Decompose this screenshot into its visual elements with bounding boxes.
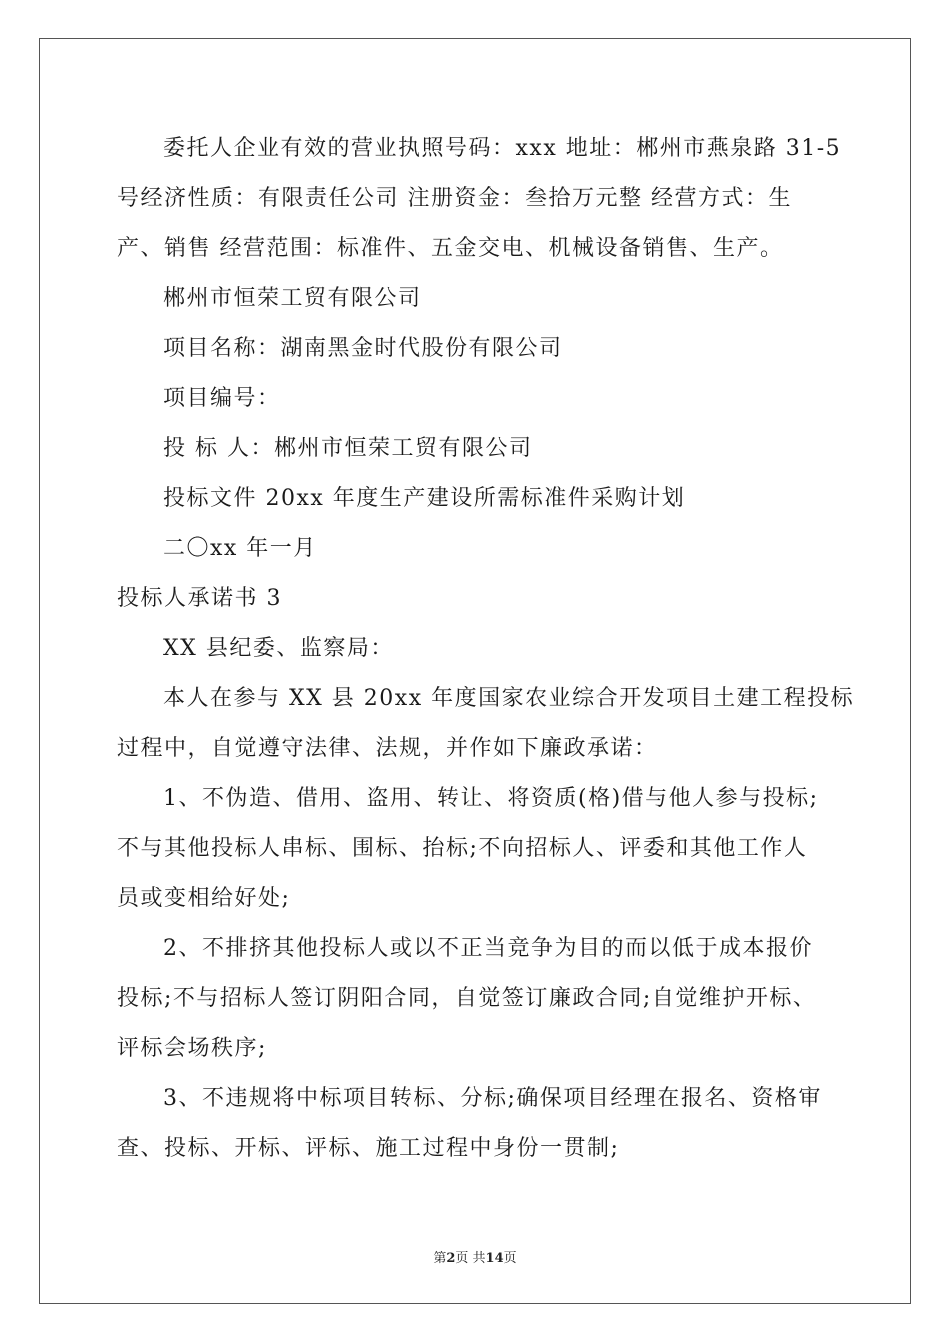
page-border (39, 38, 911, 1304)
paragraph-line: 员或变相给好处; (117, 886, 291, 911)
paragraph-line: 过程中，自觉遵守法律、法规，并作如下廉政承诺： (117, 736, 658, 761)
paragraph-line: 3、不违规将中标项目转标、分标;确保项目经理在报名、资格审 (163, 1086, 822, 1111)
paragraph-line: 评标会场秩序; (117, 1036, 267, 1061)
date-line: 二〇xx 年一月 (163, 536, 317, 561)
paragraph-line: 号经济性质：有限责任公司 注册资金：叁拾万元整 经营方式：生 (117, 186, 792, 211)
paragraph-line: 投标;不与招标人签订阴阳合同，自觉签订廉政合同;自觉维护开标、 (117, 986, 817, 1011)
project-number: 项目编号： (163, 386, 281, 411)
section-heading: 投标人承诺书 3 (117, 586, 282, 611)
bidder: 投 标 人：郴州市恒荣工贸有限公司 (163, 436, 533, 461)
paragraph-line: 查、投标、开标、评标、施工过程中身份一贯制; (117, 1136, 620, 1161)
total-page-number: 14 (485, 1251, 504, 1266)
paragraph-line: 2、不排挤其他投标人或以不正当竞争为目的而以低于成本报价 (163, 936, 813, 961)
paragraph-line: 产、销售 经营范围：标准件、五金交电、机械设备销售、生产。 (117, 236, 784, 261)
paragraph-line: 本人在参与 XX 县 20xx 年度国家农业综合开发项目土建工程投标 (163, 686, 855, 711)
project-name: 项目名称：湖南黑金时代股份有限公司 (163, 336, 563, 361)
company-name: 郴州市恒荣工贸有限公司 (163, 286, 422, 311)
footer-prefix: 第 (433, 1251, 447, 1266)
paragraph-line: 委托人企业有效的营业执照号码：xxx 地址：郴州市燕泉路 31-5 (163, 136, 842, 161)
footer-suffix: 页 (503, 1251, 517, 1266)
bid-document: 投标文件 20xx 年度生产建设所需标准件采购计划 (163, 486, 686, 511)
paragraph-line: 不与其他投标人串标、围标、抬标;不向招标人、评委和其他工作人 (117, 836, 808, 861)
current-page-number: 2 (446, 1251, 456, 1266)
addressee: XX 县纪委、监察局： (163, 636, 394, 661)
page-footer (0, 1247, 950, 1266)
footer-mid: 页 共 (455, 1251, 486, 1266)
paragraph-line: 1、不伪造、借用、盗用、转让、将资质(格)借与他人参与投标; (163, 786, 819, 811)
